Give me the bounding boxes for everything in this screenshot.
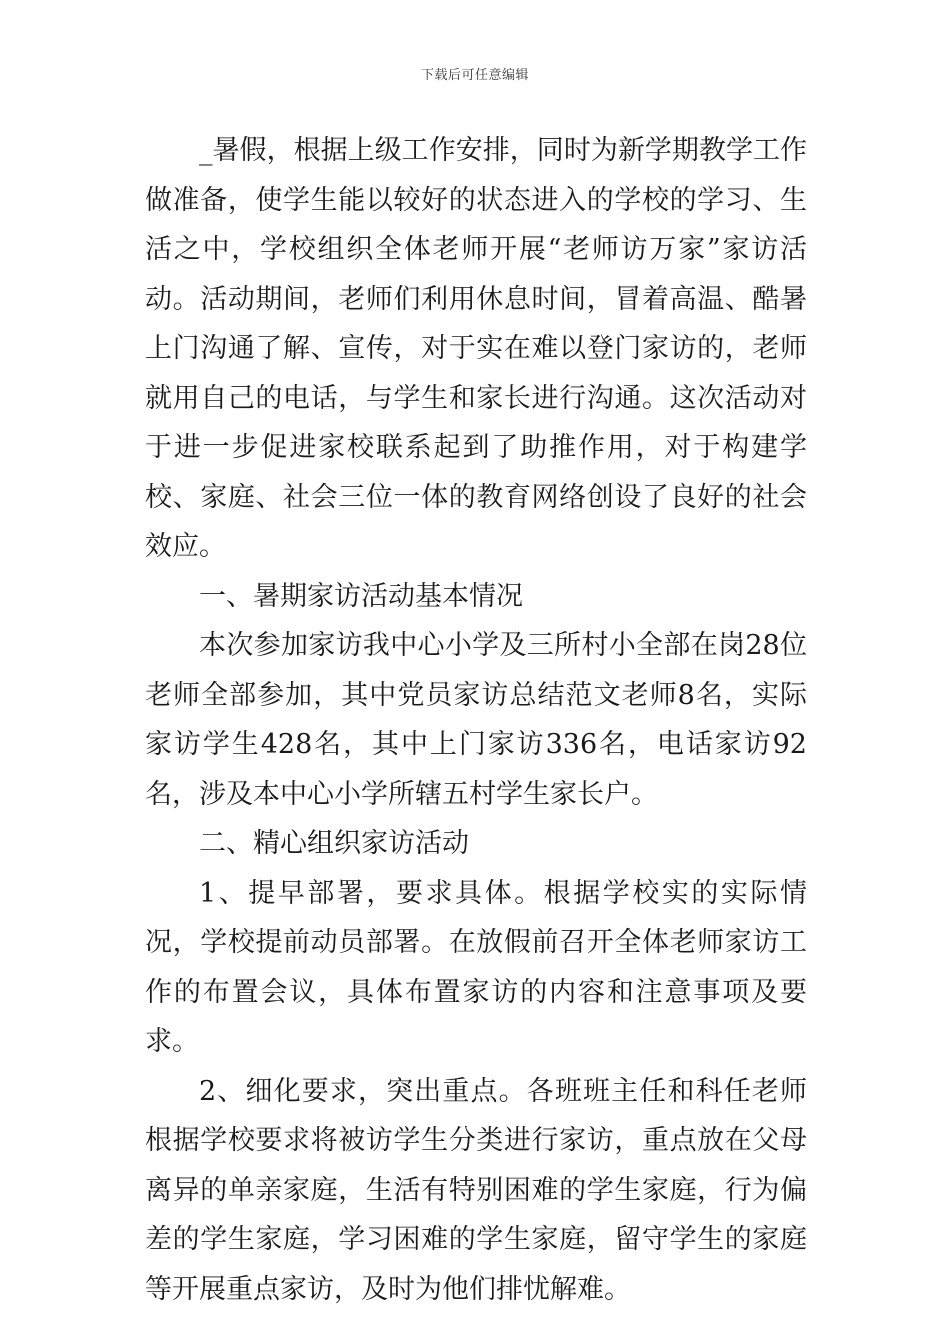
document-body bbox=[145, 126, 807, 1314]
page-header: 下载后可任意编辑 bbox=[420, 68, 529, 83]
point-2-paragraph: 2、细化要求，突出重点。各班班主任和科任老师根据学校要求将被访学生分类进行家访，重点放在父母离异的单亲家庭，生活有特别困难的学生家庭，行为偏差的学生家庭，学习困难的学生家庭，留守学生的家庭等开展重点家访，及时为他们排忧解难。 bbox=[145, 1075, 807, 1305]
section-heading-basic-situation: 一、暑期家访活动基本情况 bbox=[199, 580, 523, 612]
basic-situation-paragraph: 本次参加家访我中心小学及三所村小全部在岗28位老师全部参加，其中党员家访总结范文老师8名，实际家访学生428名，其中上门家访336名，电话家访92名，涉及本中心小学所辖五村学生家长户。 bbox=[145, 630, 807, 810]
section-heading-organization: 二、精心组织家访活动 bbox=[199, 828, 469, 859]
intro-paragraph: _暑假，根据上级工作安排，同时为新学期教学工作做准备，使学生能以较好的状态进入的学校的学习、生活之中，学校组织全体老师开展“老师访万家”家访活动。活动期间，老师们利用休息时间，冒着高温、酷暑上门沟通了解、宣传，对于实在难以登门家访的，老师就用自己的电话，与学生和家长进行沟通。这次活动对于进一步促进家校联系起到了助推作用，对于构建学校、家庭、社会三位一体的教育网络创设了良好的社会效应。 bbox=[145, 135, 807, 562]
point-1-paragraph: 1、提早部署，要求具体。根据学校实的实际情况，学校提前动员部署。在放假前召开全体老师家访工作的布置会议，具体布置家访的内容和注意事项及要求。 bbox=[145, 877, 807, 1057]
